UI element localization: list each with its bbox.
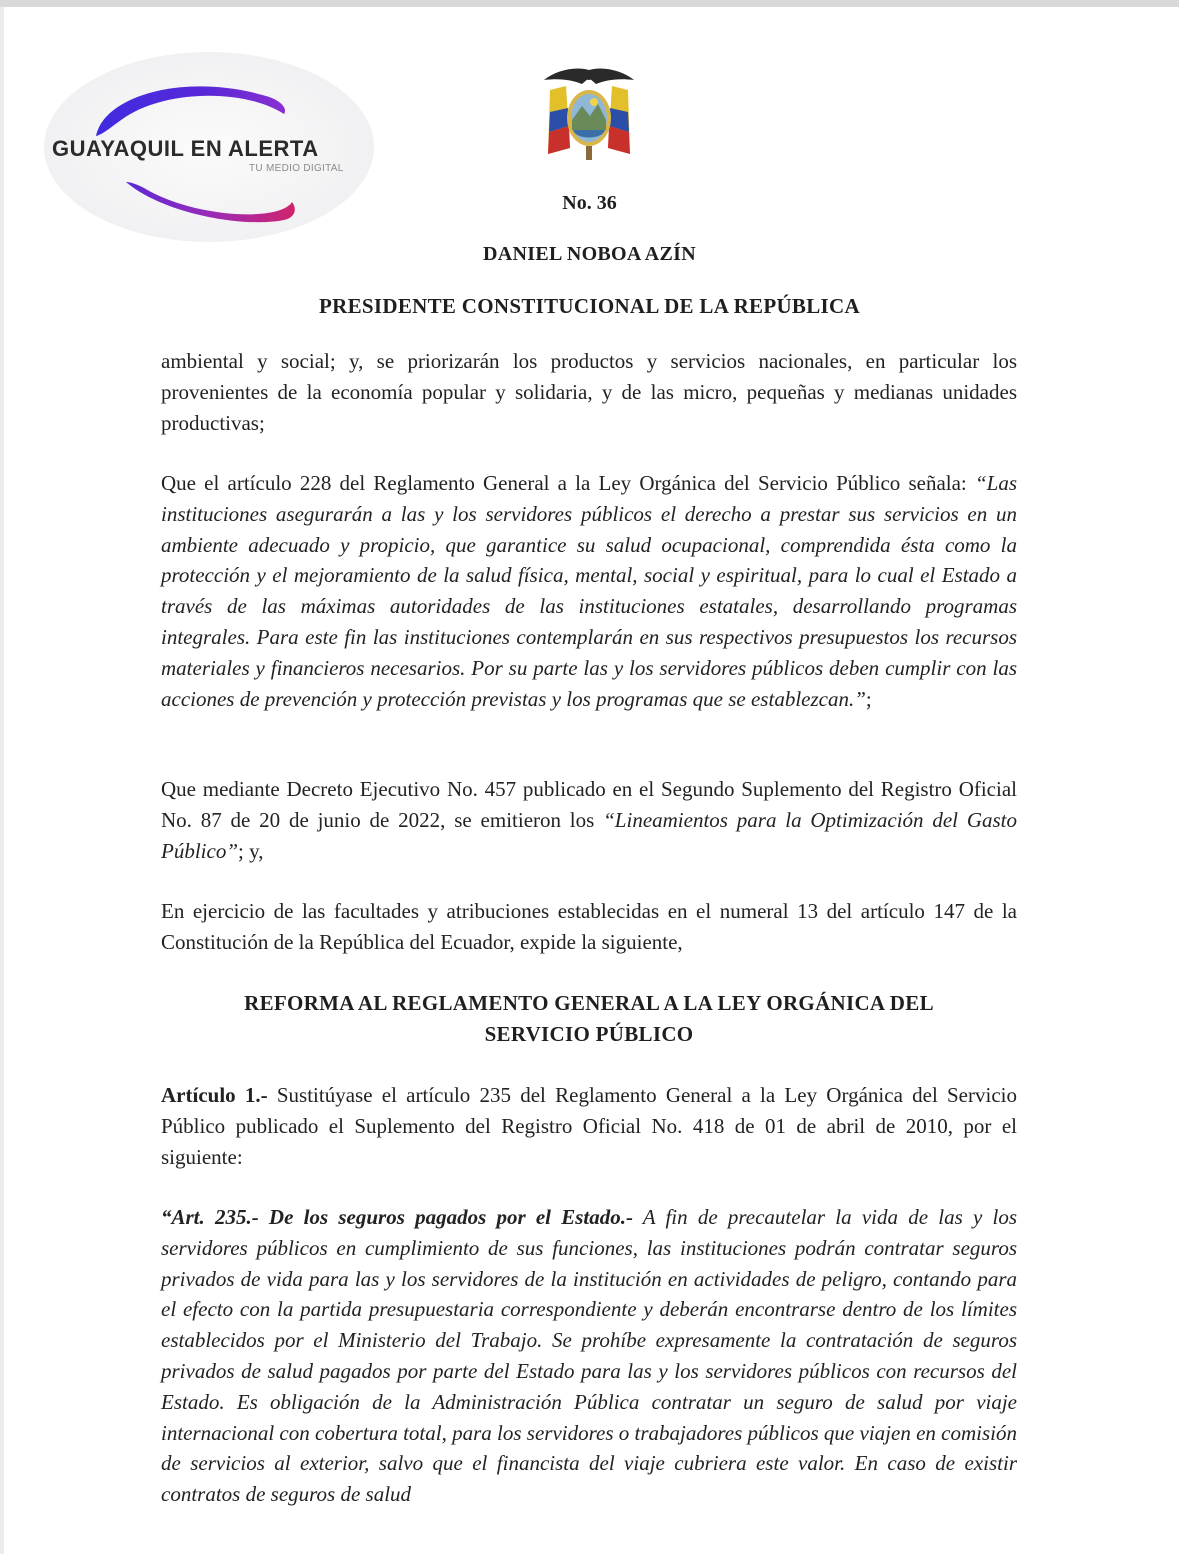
quoted-text: “Lineamientos para la Optimización del Gasto Público” [161, 807, 1017, 863]
article-235-label: “Art. 235.- De los seguros pagados por el Estado.- [161, 1205, 633, 1229]
left-edge [0, 7, 4, 1554]
article-235-text: A fin de precautelar la vida de las y los servidores públicos en cumplimiento de sus funciones, las instituciones podrán contratar seguros privados de vida para las y los servidores de la institución en actividades de peligro, contando para el efecto con la partida presupuestaria correspondiente y deberán encontrarse dentro de los límites establecidos por el Ministerio del Trabajo. Se prohíbe expresamente la contratación de seguros privados de salud pagados por parte del Estado para las y los servidores públicos con recursos del Estado. Es obligación de la Administración Pública contratar un seguro de salud por viaje internacional con cobertura total, para los servidores o trabajadores públicos que viajen en comisión de servicios al exterior, salvo que el financista del viaje cubriera este valor. En caso de existir contratos de seguros de salud [161, 1205, 1017, 1507]
logo-subtitle: TU MEDIO DIGITAL [249, 163, 344, 174]
paragraph-end: ; y, [238, 838, 264, 863]
paragraph-ambiental [161, 346, 1017, 438]
article-235 [161, 1202, 1017, 1510]
reform-heading-line2: SERVICIO PÚBLICO [484, 1022, 694, 1046]
paragraph-articulo-228 [161, 468, 1017, 714]
reform-heading-line1: REFORMA AL REGLAMENTO GENERAL A LA LEY ORGÁNICA DEL [244, 991, 934, 1015]
top-edge [0, 0, 1179, 7]
article-1-text: Sustitúyase el artículo 235 del Reglamento General a la Ley Orgánica del Servicio Público publicado el Suplemento del Registro Oficial No. 418 de 01 de abril de 2010, por el siguiente: [161, 1083, 1017, 1169]
logo-title: GUAYAQUIL EN ALERTA [52, 136, 319, 161]
quoted-text: “Las instituciones asegurarán a las y los servidores públicos el derecho a prestar sus servicios en un ambiente adecuado y propicio, que garantice su salud ocupacional, comprendida ésta como la protección y el mejoramiento de la salud física, mental, social y espiritual, para lo cual el Estado a través de las máximas autoridades de las instituciones estatales, desarrollando programas integrales. Para este fin las instituciones contemplarán en sus respectivos presupuestos los recursos materiales y financieros necesarios. Por su parte las y los servidores públicos deben cumplir con las acciones de prevención y protección previstas y los programas que se establezcan.” [161, 471, 1017, 711]
article-1-label: Artículo 1.- [161, 1083, 268, 1107]
president-name: DANIEL NOBOA AZÍN [483, 243, 696, 265]
paragraph-end: ; [865, 686, 872, 711]
article-1 [161, 1080, 1017, 1172]
paragraph-text: ambiental y social; y, se priorizarán los productos y servicios nacionales, en particular los provenientes de la economía popular y solidaria, y de las micro, pequeñas y medianas unidades productivas; [161, 349, 1017, 435]
ecuador-coat-of-arms-icon [536, 64, 642, 164]
decree-number: No. 36 [562, 192, 617, 214]
paragraph-intro: Que el artículo 228 del Reglamento General a la Ley Orgánica del Servicio Público señala: [161, 471, 975, 495]
paragraph-intro: Que mediante Decreto Ejecutivo No. 457 publicado en el Segundo Suplemento del Registro Oficial No. 87 de 20 de junio de 2022, se emitieron los [161, 777, 1017, 832]
president-title: PRESIDENTE CONSTITUCIONAL DE LA REPÚBLICA [319, 294, 860, 318]
paragraph-text: En ejercicio de las facultades y atribuciones establecidas en el numeral 13 del artículo 147 de la Constitución de la República del Ecuador, expide la siguiente, [161, 899, 1017, 954]
paragraph-decreto-457 [161, 774, 1017, 866]
reform-heading [161, 988, 1017, 1050]
paragraph-ejercicio [161, 896, 1017, 958]
